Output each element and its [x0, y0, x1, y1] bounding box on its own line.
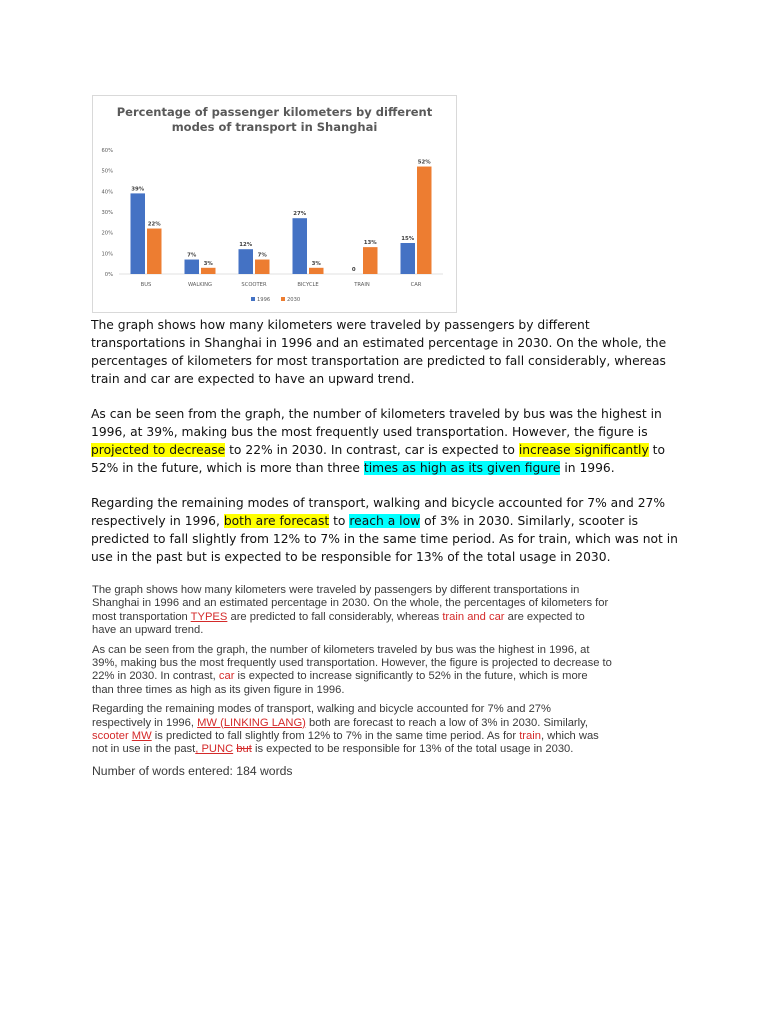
legend-label: 2030 — [287, 297, 301, 303]
plot-area — [101, 148, 443, 303]
essay-p2-text: in 1996. — [560, 461, 615, 475]
feedback-text-span: are predicted to fall considerably, whereas — [227, 610, 443, 623]
flagged-text: car — [218, 670, 235, 683]
struck-word: but — [236, 743, 252, 756]
bar-1996-bus — [131, 193, 146, 274]
highlight-yellow: projected to decrease — [91, 443, 226, 457]
chart-image — [92, 95, 457, 313]
y-tick-label: 30% — [101, 210, 113, 216]
bar-2030-walking — [201, 268, 216, 274]
essay-p2-text: As can be seen from the graph, the number of kilometers traveled by bus was the highest in 1996, at 39%, making bus the most frequently used transportation. However, the figure is — [91, 407, 662, 439]
highlight-yellow: increase significantly — [518, 443, 649, 457]
bar-1996-car — [401, 243, 416, 274]
data-label: 39% — [131, 186, 145, 193]
x-tick-label: WALKING — [187, 282, 213, 288]
bar-2030-bus — [147, 229, 162, 274]
bar-2030-car — [417, 167, 432, 274]
essay-text — [91, 316, 681, 583]
essay-p1-text: The graph shows how many kilometers were traveled by passengers by different transportations in Shanghai in 1996 and an estimated percentage in 2030. On the whole, the percentages of kilometers for most transportation are predicted to fall considerably, whereas train and car are expected to have an upward trend. — [91, 318, 667, 386]
legend-label: 1996 — [257, 297, 271, 303]
data-label: 52% — [417, 159, 431, 166]
y-tick-label: 0% — [104, 272, 113, 278]
feedback-text-span: As can be seen from the graph, the number of kilometers traveled by bus was the highest in 1996, at 39%, making bus the most frequently used transportation. However, the figure is projected to decrease to 22% in 2030. In contrast, — [92, 643, 612, 683]
bar-1996-walking — [185, 260, 200, 274]
chart-title-line2: modes of transport in Shanghai — [171, 120, 378, 134]
highlight-cyan: reach a low — [349, 514, 421, 528]
feedback-text — [92, 584, 612, 778]
flagged-text: train and car — [442, 610, 505, 623]
essay-p2-text: to 52% in the future, which is more than three — [91, 443, 666, 475]
x-tick-label: SCOOTER — [241, 282, 267, 288]
correction-mark: TYPES — [190, 610, 228, 623]
flagged-text: scooter — [92, 730, 129, 743]
data-label: 13% — [363, 240, 377, 247]
feedback-paragraph-1 — [92, 584, 612, 638]
bar-2030-bicycle — [309, 268, 324, 274]
feedback-paragraph-2 — [92, 644, 612, 698]
feedback-text-span: Regarding the remaining modes of transport, walking and bicycle accounted for 7% and 27% respectively in 1996, — [92, 703, 551, 729]
bar-1996-scooter — [239, 249, 254, 274]
legend-swatch-1996 — [251, 297, 255, 301]
y-tick-label: 20% — [101, 230, 113, 237]
data-label: 27% — [293, 211, 307, 218]
data-label: 22% — [147, 221, 161, 228]
x-tick-label: CAR — [410, 282, 422, 288]
correction-mark: MW (LINKING LANG) — [197, 716, 306, 729]
flagged-text: train — [519, 730, 541, 743]
legend-swatch-2030 — [281, 297, 285, 301]
x-tick-label: BUS — [140, 282, 152, 288]
essay-paragraph-1 — [91, 316, 681, 388]
chart-title-line1: Percentage of passenger kilometers by different — [116, 105, 433, 119]
essay-paragraph-3 — [91, 494, 681, 566]
feedback-text-span: both are forecast to reach a low of 3% in 2030. Similarly, — [305, 716, 588, 729]
x-tick-label: TRAIN — [354, 282, 370, 288]
y-tick-label: 40% — [101, 189, 113, 196]
y-tick-label: 60% — [101, 148, 113, 154]
essay-p3-text: of 3% in 2030. Similarly, scooter is predicted to fall slightly from 12% to 7% in the same time period. As for train, which was not in use in the past but is expected to be responsible for 13% of the total usage in 2030. — [91, 514, 678, 564]
essay-p3-text: to — [329, 514, 350, 528]
y-tick-label: 10% — [101, 251, 113, 258]
correction-mark: MW — [131, 730, 152, 743]
data-label: 7% — [257, 252, 267, 259]
bar-1996-bicycle — [293, 218, 308, 274]
essay-p2-text: to 22% in 2030. In contrast, car is expected to — [225, 443, 519, 457]
data-label: 12% — [239, 242, 253, 249]
bar-2030-scooter — [255, 260, 270, 274]
feedback-text-span: are expected to have an upward trend. — [92, 610, 585, 637]
data-label: 7% — [187, 252, 197, 259]
data-label: 0 — [351, 267, 356, 273]
data-label: 3% — [203, 260, 213, 267]
y-tick-label: 50% — [101, 168, 113, 175]
feedback-text-span: is expected to be responsible for 13% of the total usage in 2030. — [251, 743, 574, 756]
essay-p3-text: Regarding the remaining modes of transport, walking and bicycle accounted for 7% and 27% respectively in 1996, — [91, 496, 666, 528]
feedback-text-span: , which was not in use in the past — [92, 730, 599, 756]
x-tick-label: BICYCLE — [297, 282, 319, 288]
bar-chart — [93, 96, 456, 312]
correction-mark: , PUNC — [195, 743, 234, 756]
highlight-cyan: times as high as its given figure — [363, 461, 561, 475]
bar-2030-train — [363, 247, 378, 274]
highlight-yellow: both are forecast — [223, 514, 330, 528]
feedback-text-span: The graph shows how many kilometers were traveled by passengers by different transportations in Shanghai in 1996 and an estimated percentage in 2030. On the whole, the percentages of kilometers for most transportation — [92, 584, 609, 623]
feedback-text-span: is expected to increase significantly to 52% in the future, which is more than three times as high as its given figure in 1996. — [92, 670, 588, 696]
feedback-text-span: is predicted to fall slightly from 12% to 7% in the same time period. As for — [151, 730, 520, 743]
data-label: 3% — [311, 260, 321, 267]
data-label: 15% — [401, 236, 415, 242]
feedback-paragraph-3 — [92, 703, 612, 757]
word-count: Number of words entered: 184 words — [92, 763, 293, 778]
essay-paragraph-2 — [91, 405, 681, 477]
